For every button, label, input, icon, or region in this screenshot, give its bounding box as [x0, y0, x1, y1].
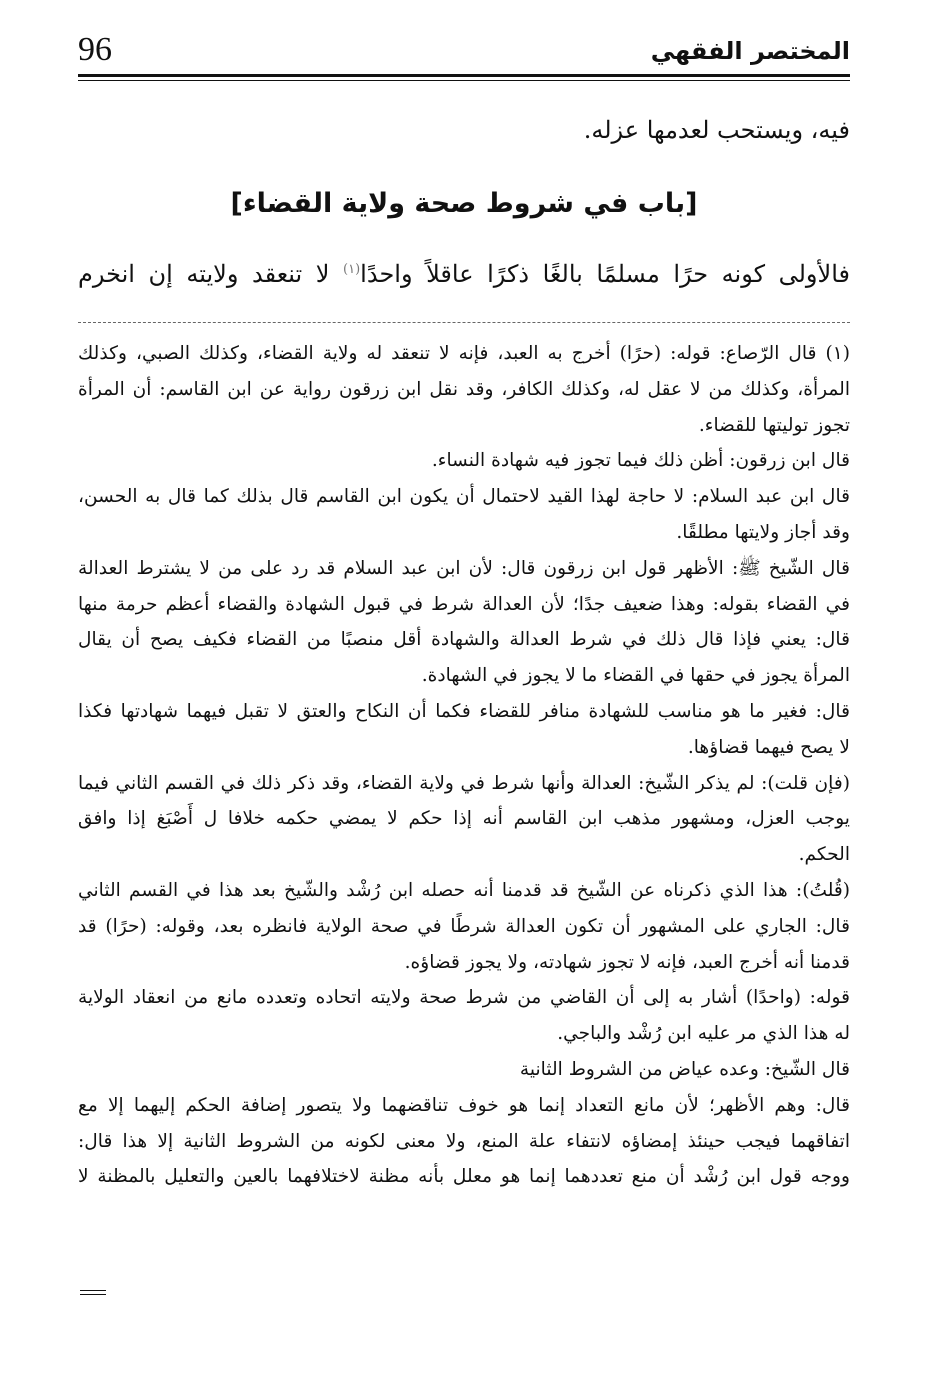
body-line-2-start: فالأولى كونه حرًا مسلمًا بالغًا ذكرًا عاقلاً واحدًا — [360, 260, 850, 288]
continuation-mark — [80, 1290, 106, 1298]
footnote-line: قال ابن عبد السلام: لا حاجة لهذا القيد لاحتمال أن يكون ابن القاسم قال بذلك كما قال به الحسن، — [78, 486, 850, 508]
header-rule-thin — [78, 80, 850, 81]
footnote-line: قال: الجاري على المشهور أن تكون العدالة شرطًا في صحة الولاية فانظره بعد، وقوله: (حرًا) قد — [78, 915, 850, 937]
footnote-line: قال: يعني فإذا قال ذلك في شرط العدالة والشهادة أقل منصبًا من القضاء فكيف يصح أن يقال — [78, 629, 850, 651]
header-rule — [78, 74, 850, 77]
body-line-2-end: لا تنعقد ولايته إن انخرم — [78, 260, 330, 288]
footnote-line: له هذا الذي مر عليه ابن رُشْد والباجي. — [557, 1023, 850, 1045]
footnote-line: قوله: (واحدًا) أشار به إلى أن القاضي من شرط صحة ولايته اتحاده وتعدده مانع من انعقاد الولاية — [78, 987, 850, 1009]
footnote-line: ووجه قول ابن رُشْد أن منع تعددهما إنما هو معلل بأنه مظنة لاختلافهما بالعين والتعليل بالمظنة لا — [78, 1166, 850, 1188]
page-header — [78, 30, 850, 72]
footnote-line: قدمنا أنه أخرج العبد، فإنه لا تجوز شهادته، ولا يجوز قضاؤه. — [404, 951, 850, 973]
footnote-line: تجوز توليتها للقضاء. — [698, 414, 850, 436]
footnote-line: اتفاقهما فيجب حينئذ إمضاؤه لانتفاء علة المنع، ولا معنى لكونه من الشروط الثانية إلا هذا قال: — [78, 1130, 850, 1152]
footnote-line: قال الشّيخ ﷺ: الأظهر قول ابن زرقون قال: لأن ابن عبد السلام قد رد على من لا يشترط العدالة — [78, 557, 850, 579]
footnote-line: قال: فغير ما هو مناسب للشهادة منافر للقضاء فكما أن النكاح والعتق لا تقبل فيهما شهادتها فكذا — [78, 700, 850, 722]
footnote-line: المرأة، وكذلك من لا عقل له، وكذلك الكافر، وقد نقل ابن زرقون رواية عن ابن القاسم: أن المرأة — [78, 378, 850, 400]
footnote-line: في القضاء بقوله: وهذا ضعيف جدًا؛ لأن العدالة شرط في قبول الشهادة والقضاء أعظم حرمة منها — [78, 593, 850, 615]
footnote-line: (فإن قلت): لم يذكر الشّيخ: العدالة وأنها شرط في ولاية القضاء، وقد ذكر ذلك في القسم الثاني فيما — [78, 772, 850, 794]
body-line-2 — [78, 248, 850, 296]
footnote-line: لا يصح فيهما قضاؤها. — [687, 736, 850, 758]
footnote-line: قال: وهم الأظهر؛ لأن مانع التعداد إنما هو خوف تناقضهما ولا يتصور إضافة الحكم إليهما إلا مع — [78, 1094, 850, 1116]
footnote-line: قال ابن زرقون: أظن ذلك فيما تجوز فيه شهادة النساء. — [431, 450, 850, 472]
page-number: 96 — [78, 31, 112, 68]
footnote-line: قال الشّيخ: وعده عياض من الشروط الثانية — [519, 1058, 850, 1080]
footnote-line: وقد أجاز ولايتها مطلقًا. — [676, 521, 850, 543]
section-heading: [باب في شروط صحة ولاية القضاء] — [230, 188, 698, 219]
footnote-marker: (١) — [343, 262, 361, 277]
footnotes — [78, 336, 850, 1195]
footnote-separator — [78, 322, 850, 323]
running-title: المختصر الفقهي — [650, 37, 850, 65]
footnote-line: المرأة يجوز في حقها في القضاء ما لا يجوز في الشهادة. — [421, 665, 850, 687]
footnote-line: (١) قال الرّصاع: قوله: (حرًا) أخرج به العبد، فإنه لا تنعقد له ولاية القضاء، وكذلك الصبي، وكذلك — [78, 343, 850, 364]
body-line-1: فيه، ويستحب لعدمها عزله. — [583, 116, 850, 144]
footnote-line: الحكم. — [798, 844, 850, 866]
footnote-line: (قُلتُ): هذا الذي ذكرناه عن الشّيخ قد قدمنا أنه حصله ابن رُشْد والشّيخ بعد هذا في القسم الثاني — [78, 879, 850, 901]
footnote-line: يوجب العزل، ومشهور مذهب ابن القاسم أنه إذا حكم لا يمضي حكمه خلافا ل أَصْبَغ إذا وافق — [78, 808, 850, 830]
